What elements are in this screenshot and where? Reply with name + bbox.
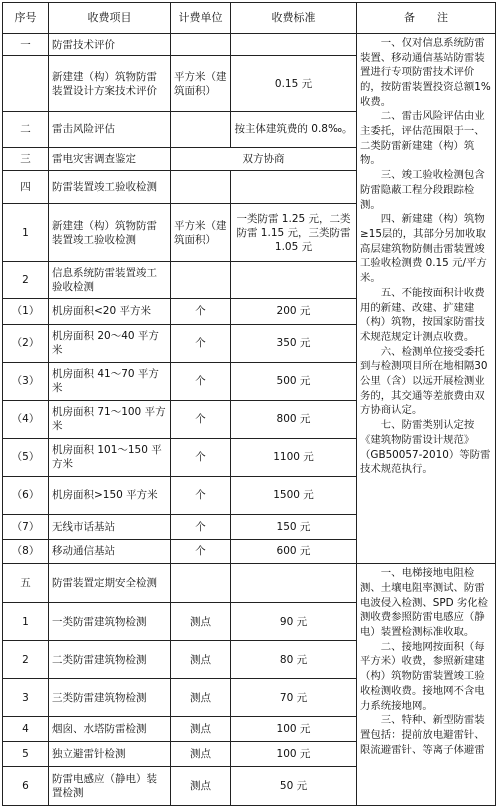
seq-cell: 五 <box>3 564 49 603</box>
table-row <box>3 33 496 56</box>
std-cell: 600 元 <box>231 539 357 564</box>
unit-cell <box>171 262 231 299</box>
note-para: 三、特种、新型防雷装置包括：提前放电避雷针、限流避雷针、等离子体避雷 <box>360 714 485 756</box>
header-unit: 计费单位 <box>171 3 231 34</box>
unit-cell: 个 <box>171 299 231 325</box>
std-cell <box>231 33 357 56</box>
seq-cell: 1 <box>3 603 49 641</box>
std-cell: 80 元 <box>231 641 357 679</box>
header-item: 收费项目 <box>49 3 171 34</box>
std-cell: 50 元 <box>231 766 357 805</box>
note-para: 二、接地网按面积（每平方米）收费，参照新建建（构）筑物防雷装置竣工验收检测收费。接地网不含电力系统接地网。 <box>360 640 485 712</box>
note-para: 三、竣工验收检测包含防雷隐蔽工程分段跟踪检测。 <box>360 169 485 211</box>
std-cell <box>231 262 357 299</box>
item-cell: 无线市话基站 <box>49 514 171 539</box>
unit-cell <box>171 564 231 603</box>
unit-cell: 测点 <box>171 717 231 742</box>
unit-cell: 测点 <box>171 679 231 717</box>
std-cell: 双方协商 <box>171 147 357 170</box>
seq-cell: （6） <box>3 476 49 514</box>
unit-cell: 平方米（建筑面积） <box>171 204 231 262</box>
item-cell: 防雷技术评价 <box>49 33 171 56</box>
seq-cell: 1 <box>3 204 49 262</box>
seq-cell: （1） <box>3 299 49 325</box>
std-cell <box>231 564 357 603</box>
header-std: 收费标准 <box>231 3 357 34</box>
std-cell: 150 元 <box>231 514 357 539</box>
unit-cell: 个 <box>171 438 231 476</box>
std-cell <box>231 170 357 204</box>
seq-cell: 一 <box>3 33 49 56</box>
item-cell: 三类防雷建筑物检测 <box>49 679 171 717</box>
std-cell: 100 元 <box>231 742 357 767</box>
std-cell: 90 元 <box>231 603 357 641</box>
item-cell: 新建建（构）筑物防雷装置竣工验收检测 <box>49 204 171 262</box>
note-para: 五、不能按面积计收费用的新建、改建、扩建建（构）筑物，按国家防雷技术规范规定计测点收费。 <box>360 286 485 343</box>
item-cell: 烟囱、水塔防雷检测 <box>49 717 171 742</box>
item-cell: 一类防雷建筑物检测 <box>49 603 171 641</box>
unit-cell <box>171 111 231 147</box>
std-cell: 1100 元 <box>231 438 357 476</box>
unit-cell: 个 <box>171 400 231 438</box>
unit-cell: 测点 <box>171 641 231 679</box>
unit-cell: 平方米（建筑面积） <box>171 56 231 112</box>
note-cell-1 <box>357 33 496 563</box>
table-row <box>3 564 496 603</box>
std-cell: 800 元 <box>231 400 357 438</box>
item-cell: 机房面积 20～40 平方米 <box>49 324 171 362</box>
unit-cell: 测点 <box>171 603 231 641</box>
std-cell: 0.15 元 <box>231 56 357 112</box>
item-cell: 防雷装置定期安全检测 <box>49 564 171 603</box>
seq-cell: （8） <box>3 539 49 564</box>
note-para: 二、雷击风险评估由业主委托，评估范围限于一、二类防雷新建建（构）筑物。 <box>360 110 485 167</box>
seq-cell: 2 <box>3 641 49 679</box>
item-cell: 机房面积 101～150 平方米 <box>49 438 171 476</box>
seq-cell <box>3 56 49 112</box>
item-cell: 防雷装置竣工验收检测 <box>49 170 171 204</box>
item-cell: 新建建（构）筑物防雷装置设计方案技术评价 <box>49 56 171 112</box>
item-cell: 防雷电感应（静电）装置检测 <box>49 766 171 805</box>
item-cell: 机房面积 41～70 平方米 <box>49 362 171 400</box>
std-cell: 一类防雷 1.25 元，二类防雷 1.15 元，三类防雷 1.05 元 <box>231 204 357 262</box>
unit-cell <box>171 170 231 204</box>
seq-cell: （2） <box>3 324 49 362</box>
header-seq: 序号 <box>3 3 49 34</box>
seq-cell: 二 <box>3 111 49 147</box>
item-cell: 二类防雷建筑物检测 <box>49 641 171 679</box>
unit-cell: 个 <box>171 362 231 400</box>
seq-cell: 6 <box>3 766 49 805</box>
seq-cell: 4 <box>3 717 49 742</box>
std-cell: 200 元 <box>231 299 357 325</box>
note-para: 四、新建建（构）筑物≥15层的，其部分另加收取高层建筑物防侧击雷装置竣工验收检测费 0.15 元/平方米。 <box>360 213 487 285</box>
std-cell: 100 元 <box>231 717 357 742</box>
item-cell: 移动通信基站 <box>49 539 171 564</box>
item-cell: 机房面积 71～100 平方米 <box>49 400 171 438</box>
unit-cell: 测点 <box>171 766 231 805</box>
seq-cell: 四 <box>3 170 49 204</box>
seq-cell: （5） <box>3 438 49 476</box>
item-cell: 机房面积<20 平方米 <box>49 299 171 325</box>
std-cell: 1500 元 <box>231 476 357 514</box>
item-cell: 雷电灾害调查鉴定 <box>49 147 171 170</box>
seq-cell: 2 <box>3 262 49 299</box>
unit-cell: 个 <box>171 476 231 514</box>
note-para: 六、检测单位接受委托到与检测项目所在地相隔30 公里（含）以远开展检测业务的，其交通等差旅费由双方协商认定。 <box>360 345 488 417</box>
header-note: 备 注 <box>357 3 496 34</box>
header-row <box>3 3 496 34</box>
item-cell: 信息系统防雷装置竣工验收检测 <box>49 262 171 299</box>
item-cell: 独立避雷针检测 <box>49 742 171 767</box>
std-cell: 500 元 <box>231 362 357 400</box>
seq-cell: 5 <box>3 742 49 767</box>
unit-cell: 个 <box>171 539 231 564</box>
item-cell: 雷击风险评估 <box>49 111 171 147</box>
std-cell: 350 元 <box>231 324 357 362</box>
unit-cell: 个 <box>171 514 231 539</box>
unit-cell: 个 <box>171 324 231 362</box>
seq-cell: （3） <box>3 362 49 400</box>
note-para: 一、电梯接地电阻检测、土壤电阻率测试、防雷电波侵入检测、SPD 劣化检测收费参照防雷电感应（静电）装置检测标准收取。 <box>360 567 489 639</box>
unit-cell: 测点 <box>171 742 231 767</box>
seq-cell: （4） <box>3 400 49 438</box>
unit-cell <box>171 33 231 56</box>
std-cell: 70 元 <box>231 679 357 717</box>
std-cell: 按主体建筑费的 0.8‰。 <box>231 111 357 147</box>
note-cell-2 <box>357 564 496 806</box>
seq-cell: （7） <box>3 514 49 539</box>
seq-cell: 3 <box>3 679 49 717</box>
note-para: 一、仅对信息系统防雷装置、移动通信基站防雷装置进行专项防雷技术评价的，按防雷装置投资总额1%收费。 <box>360 36 491 108</box>
seq-cell: 三 <box>3 147 49 170</box>
note-para: 七、防雷类别认定按《建筑物防雷设计规范》（GB50057-2010）等防雷技术规范执行。 <box>360 419 491 476</box>
item-cell: 机房面积>150 平方米 <box>49 476 171 514</box>
fee-table <box>2 2 496 806</box>
